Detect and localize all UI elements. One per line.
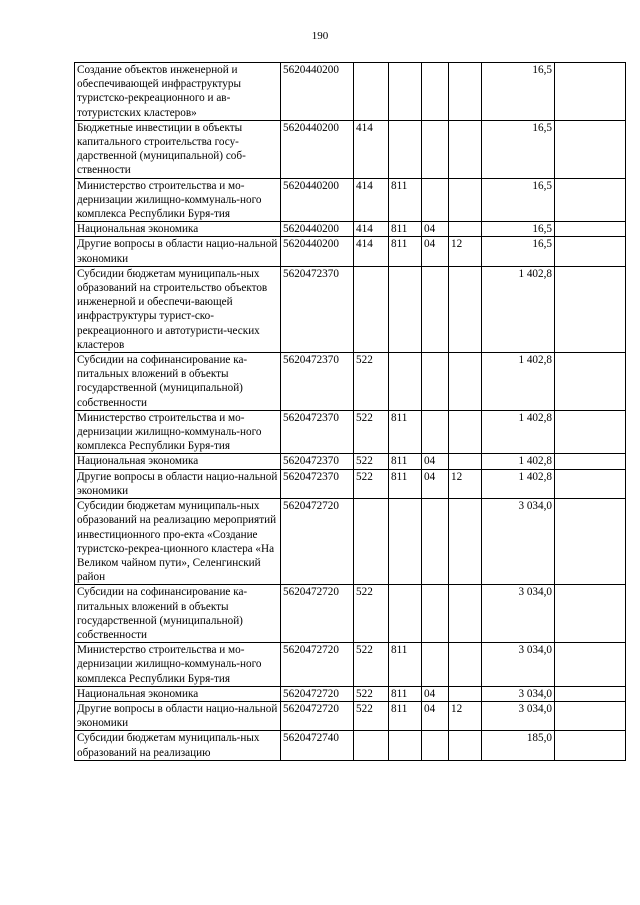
budget-table [74, 62, 626, 761]
row-pr [449, 686, 482, 701]
row-rz [422, 266, 449, 352]
table-row [75, 178, 626, 222]
row-code: 5620472720 [281, 499, 354, 585]
row-sum: 16,5 [482, 237, 555, 266]
row-rz: 04 [422, 237, 449, 266]
row-code: 5620472370 [281, 353, 354, 411]
table-row [75, 499, 626, 585]
row-gr: 811 [389, 469, 422, 498]
row-name: Субсидии на софинансирование ка-питальных вложений в объекты государственной (муниципальной) собственности [75, 585, 281, 643]
table-row [75, 63, 626, 121]
table-row [75, 731, 626, 760]
row-vr [354, 266, 389, 352]
page-number: 190 [311, 30, 329, 42]
row-pr: 12 [449, 237, 482, 266]
row-vr: 522 [354, 469, 389, 498]
row-pr [449, 499, 482, 585]
row-code: 5620440200 [281, 63, 354, 121]
row-gr [389, 63, 422, 121]
row-name: Бюджетные инвестиции в объекты капитального строительства госу-дарственной (муниципальной) соб-ственности [75, 120, 281, 178]
row-sum: 1 402,8 [482, 266, 555, 352]
row-extra [555, 266, 626, 352]
row-name: Субсидии бюджетам муниципаль-ных образований на реализацию мероприятий инвестиционного про-екта «Создание туристско-рекреа-ционного кластера «На Великом чайном пути», Селенгинский район [75, 499, 281, 585]
row-rz: 04 [422, 454, 449, 469]
row-rz [422, 731, 449, 760]
row-gr: 811 [389, 237, 422, 266]
row-gr [389, 120, 422, 178]
row-rz: 04 [422, 701, 449, 730]
row-name: Национальная экономика [75, 686, 281, 701]
row-sum: 3 034,0 [482, 643, 555, 687]
row-pr [449, 585, 482, 643]
row-pr [449, 178, 482, 222]
row-sum: 3 034,0 [482, 499, 555, 585]
row-rz [422, 353, 449, 411]
row-name: Создание объектов инженерной и обеспечивающей инфраструктуры туристско-рекреационного и ав-тотуристских кластеров» [75, 63, 281, 121]
row-rz [422, 120, 449, 178]
table-row [75, 237, 626, 266]
row-sum: 1 402,8 [482, 469, 555, 498]
row-vr: 522 [354, 686, 389, 701]
row-name: Национальная экономика [75, 454, 281, 469]
row-extra [555, 469, 626, 498]
row-extra [555, 731, 626, 760]
row-code: 5620472720 [281, 643, 354, 687]
row-name: Субсидии бюджетам муниципаль-ных образований на строительство объектов инженерной и обеспечи-вающей инфраструктуры турист-ско-рекреационного и автотуристи-ческих кластеров [75, 266, 281, 352]
row-rz: 04 [422, 222, 449, 237]
row-pr [449, 643, 482, 687]
row-code: 5620440200 [281, 222, 354, 237]
row-gr: 811 [389, 410, 422, 454]
row-gr: 811 [389, 178, 422, 222]
table-row [75, 469, 626, 498]
row-gr [389, 353, 422, 411]
row-sum: 1 402,8 [482, 410, 555, 454]
row-extra [555, 701, 626, 730]
row-pr [449, 63, 482, 121]
row-vr [354, 63, 389, 121]
row-gr [389, 499, 422, 585]
row-sum: 16,5 [482, 178, 555, 222]
row-extra [555, 499, 626, 585]
row-code: 5620472370 [281, 469, 354, 498]
budget-table-body [75, 63, 626, 761]
row-extra [555, 643, 626, 687]
row-rz [422, 63, 449, 121]
row-name: Министерство строительства и мо-дернизации жилищно-коммуналь-ного комплекса Республики Буря-тия [75, 178, 281, 222]
row-extra [555, 178, 626, 222]
row-sum: 16,5 [482, 63, 555, 121]
table-row [75, 353, 626, 411]
row-pr: 12 [449, 469, 482, 498]
row-vr: 522 [354, 643, 389, 687]
row-rz [422, 643, 449, 687]
row-name: Министерство строительства и мо-дернизации жилищно-коммуналь-ного комплекса Республики Буря-тия [75, 410, 281, 454]
table-row [75, 686, 626, 701]
row-code: 5620440200 [281, 237, 354, 266]
row-code: 5620440200 [281, 120, 354, 178]
row-extra [555, 222, 626, 237]
row-code: 5620472720 [281, 701, 354, 730]
row-name: Министерство строительства и мо-дернизации жилищно-коммуналь-ного комплекса Республики Буря-тия [75, 643, 281, 687]
row-pr [449, 454, 482, 469]
row-name: Субсидии на софинансирование ка-питальных вложений в объекты государственной (муниципальной) собственности [75, 353, 281, 411]
row-extra [555, 237, 626, 266]
row-sum: 1 402,8 [482, 454, 555, 469]
row-sum: 3 034,0 [482, 701, 555, 730]
table-row [75, 266, 626, 352]
row-sum: 3 034,0 [482, 585, 555, 643]
row-pr [449, 222, 482, 237]
row-vr: 522 [354, 701, 389, 730]
row-gr: 811 [389, 643, 422, 687]
row-rz: 04 [422, 686, 449, 701]
row-name: Национальная экономика [75, 222, 281, 237]
row-rz [422, 410, 449, 454]
row-rz [422, 499, 449, 585]
row-vr [354, 499, 389, 585]
row-gr [389, 266, 422, 352]
row-name: Другие вопросы в области нацио-нальной экономики [75, 469, 281, 498]
row-sum: 1 402,8 [482, 353, 555, 411]
row-code: 5620472720 [281, 686, 354, 701]
row-code: 5620472740 [281, 731, 354, 760]
row-name: Другие вопросы в области нацио-нальной экономики [75, 701, 281, 730]
row-vr: 414 [354, 178, 389, 222]
row-pr [449, 266, 482, 352]
row-code: 5620472370 [281, 266, 354, 352]
row-gr: 811 [389, 454, 422, 469]
table-row [75, 454, 626, 469]
row-vr: 522 [354, 585, 389, 643]
row-gr [389, 585, 422, 643]
row-vr: 414 [354, 237, 389, 266]
row-pr [449, 410, 482, 454]
row-name: Другие вопросы в области нацио-нальной экономики [75, 237, 281, 266]
row-extra [555, 686, 626, 701]
row-rz [422, 178, 449, 222]
table-row [75, 585, 626, 643]
row-vr: 522 [354, 353, 389, 411]
row-vr: 522 [354, 410, 389, 454]
row-extra [555, 410, 626, 454]
row-extra [555, 63, 626, 121]
row-vr: 414 [354, 120, 389, 178]
row-gr [389, 731, 422, 760]
row-gr: 811 [389, 222, 422, 237]
row-rz: 04 [422, 469, 449, 498]
row-rz [422, 585, 449, 643]
row-extra [555, 353, 626, 411]
row-sum: 16,5 [482, 120, 555, 178]
row-name: Субсидии бюджетам муниципаль-ных образований на реализацию [75, 731, 281, 760]
row-extra [555, 585, 626, 643]
table-row [75, 701, 626, 730]
table-row [75, 222, 626, 237]
row-sum: 3 034,0 [482, 686, 555, 701]
row-pr [449, 731, 482, 760]
row-pr: 12 [449, 701, 482, 730]
row-sum: 16,5 [482, 222, 555, 237]
row-pr [449, 120, 482, 178]
table-row [75, 643, 626, 687]
row-gr: 811 [389, 686, 422, 701]
row-extra [555, 454, 626, 469]
table-row [75, 120, 626, 178]
row-extra [555, 120, 626, 178]
row-vr: 414 [354, 222, 389, 237]
row-sum: 185,0 [482, 731, 555, 760]
row-vr: 522 [354, 454, 389, 469]
table-row [75, 410, 626, 454]
row-gr: 811 [389, 701, 422, 730]
row-code: 5620472720 [281, 585, 354, 643]
row-code: 5620472370 [281, 454, 354, 469]
row-code: 5620472370 [281, 410, 354, 454]
row-pr [449, 353, 482, 411]
row-code: 5620440200 [281, 178, 354, 222]
row-vr [354, 731, 389, 760]
